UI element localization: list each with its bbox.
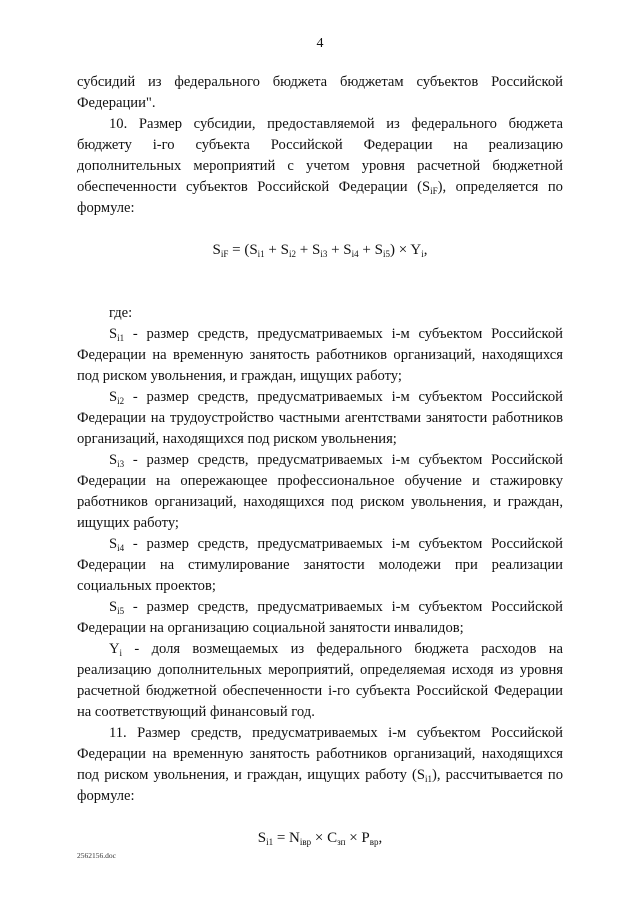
- definition-yi: $Y_i$ - доля возмещаемых из федерального бюджета расходов на реализацию дополнительных мероприятий, определяемая исходя из уровня расчетной бюджетной обеспеченности i-го субъекта Российской Федерации на соответствующий финансовый год.: [77, 641, 563, 720]
- formula-si1: $S_{i1} = N_{івр} \times C_{зп} \times P_{вр}$,: [257, 830, 383, 847]
- definition-si3: $S_{i3}$ - размер средств, предусматриваемых i-м субъектом Российской Федерации на опережающее профессиональное обучение и стажировку работников организаций, находящихся под риском увольнения, и граждан, ищущих работу;: [77, 452, 563, 531]
- formula-siF: $S_{iF} = (S_{i1} + S_{i2} + S_{i3} + S_{i4} + S_{i5}) \times Y_i$,: [212, 242, 428, 259]
- definition-si4: $S_{i4}$ - размер средств, предусматриваемых i-м субъектом Российской Федерации на стимулирование занятости молодежи при реализации социальных проектов;: [77, 536, 563, 594]
- file-name-footer: 2562156.doc: [77, 851, 116, 860]
- page-number: 4: [316, 36, 324, 51]
- paragraph-10: 10. Размер субсидии, предоставляемой из федерального бюджета бюджету i-го субъекта Российской Федерации на реализацию дополнительных мероприятий с учетом уровня расчетной бюджетной обеспеченности субъектов Российской Федерации $(S_{iF})$, определяется по формуле:: [77, 116, 563, 216]
- definition-si2: $S_{i2}$ - размер средств, предусматриваемых i-м субъектом Российской Федерации на трудоустройство частными агентствами занятости работников организаций, находящихся под риском увольнения;: [77, 389, 563, 447]
- document-body: [77, 72, 563, 870]
- definition-si5: $S_{i5}$ - размер средств, предусматриваемых i-м субъектом Российской Федерации на организацию социальной занятости инвалидов;: [77, 599, 563, 636]
- paragraph-continuation: субсидий из федерального бюджета бюджетам субъектов Российской Федерации".: [77, 74, 563, 111]
- paragraph-11: 11. Размер средств, предусматриваемых i-м субъектом Российской Федерации на временную занятость работников организаций, находящихся под риском увольнения, и граждан, ищущих работу $(S_{i1})$, рассчитывается по формуле:: [77, 725, 563, 804]
- spacer: [77, 282, 563, 303]
- where-label: где:: [109, 305, 133, 321]
- definition-si1: $S_{i1}$ - размер средств, предусматриваемых i-м субъектом Российской Федерации на временную занятость работников организаций, находящихся под риском увольнения, и граждан, ищущих работу;: [77, 326, 563, 384]
